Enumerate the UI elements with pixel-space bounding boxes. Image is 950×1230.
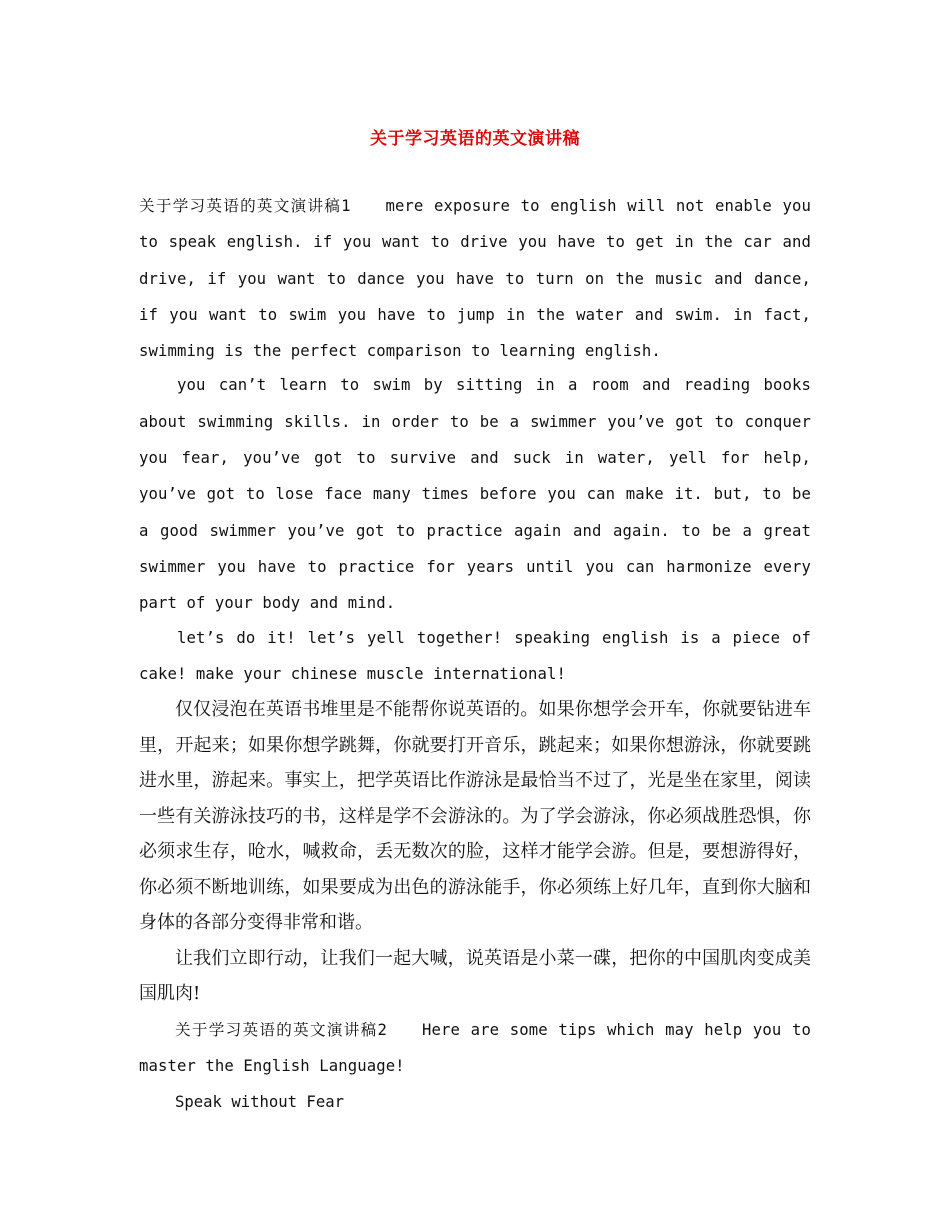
paragraph-call-to-action: let’s do it! let’s yell together! speaking english is a piece of cake! make your chinese muscle international! — [139, 628, 811, 683]
paragraph-swimming-analogy: you can’t learn to swim by sitting in a room and reading books about swimming skills. in order to be a swimmer you’ve got to conquer you fear, you’ve got to survive and suck in water, yell for help, you’ve got to lose face many times before you can make it. but, to be a good swimmer you’ve got to practice again and again. to be a great swimmer you have to practice for years until you can harmonize every part of your body and mind. — [139, 376, 811, 613]
paragraph-chinese-translation: 仅仅浸泡在英语书堆里是不能帮你说英语的。如果你想学会开车，你就要钻进车里，开起来；如果你想学跳舞，你就要打开音乐，跳起来；如果你想游泳，你就要跳进水里，游起来。事实上，把学英语比作游泳是最恰当不过了，光是坐在家里，阅读一些有关游泳技巧的书，这样是学不会游泳的。为了学会游泳，你必须战胜恐惧，你必须求生存，呛水，喊救命，丢无数次的脸，这样才能学会游。但是，要想游得好，你必须不断地训练，如果要成为出色的游泳能手，你必须练上好几年，直到你大脑和身体的各部分变得非常和谐。 — [139, 699, 811, 934]
section-heading-speak-without-fear: Speak without Fear — [175, 1093, 344, 1112]
document-body — [139, 188, 811, 1120]
paragraph-speech-2-intro: 关于学习英语的英文演讲稿2 Here are some tips which may help you to master the English Language! — [139, 1020, 811, 1075]
paragraph-chinese-call-to-action: 让我们立即行动，让我们一起大喊，说英语是小菜一碟，把你的中国肌肉变成美国肌肉! — [139, 947, 811, 1005]
document-title: 关于学习英语的英文演讲稿 — [370, 129, 580, 149]
paragraph-speech-1-intro: 关于学习英语的英文演讲稿1 mere exposure to english will not enable you to speak english. if you want to drive you have to get in the car and drive, if you want to dance you have to turn on the music and dance, if you want to swim you have to jump in the water and swim. in fact, swimming is the perfect comparison to learning english. — [139, 197, 811, 361]
